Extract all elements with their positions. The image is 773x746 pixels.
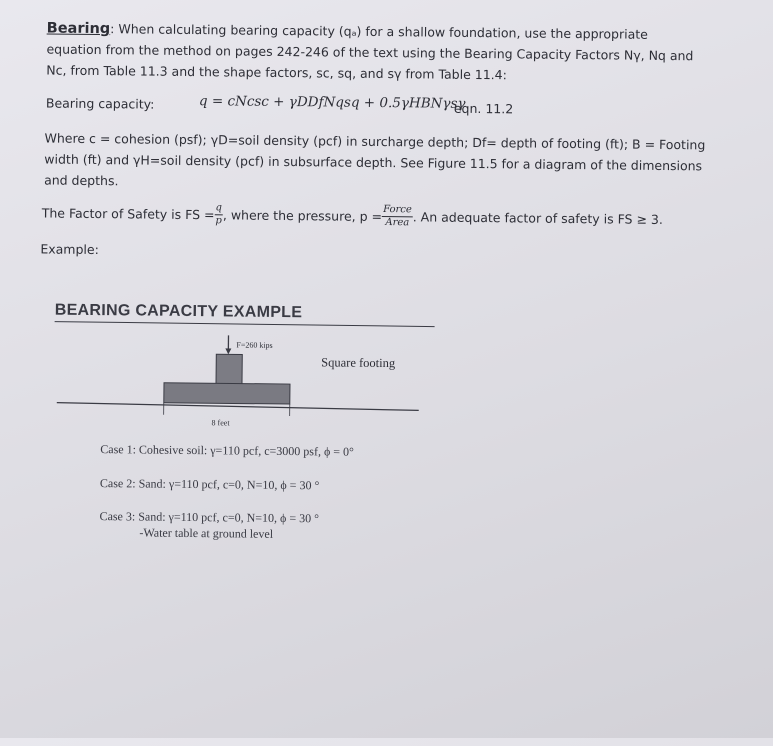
intro-line-3: Nc, from Table 11.3 and the shape factors, sc, sq, and sγ from Table 11.4:	[46, 59, 507, 85]
column	[216, 354, 242, 384]
example-label: Example:	[40, 238, 99, 260]
fs-text-after: . An adequate factor of safety is FS ≥ 3.	[413, 206, 663, 230]
footing-label: Square footing	[321, 355, 395, 371]
width-label: 8 feet	[212, 418, 230, 427]
fs-denominator: p	[215, 215, 222, 227]
capacity-label: Bearing capacity:	[46, 92, 155, 114]
footing-slab	[164, 383, 290, 404]
case-2: Case 2: Sand: γ=110 pcf, c=0, N=10, ϕ = 30 °	[100, 476, 320, 493]
case-3: Case 3: Sand: γ=110 pcf, c=0, N=10, ϕ = 30 °	[100, 509, 320, 526]
case-1: Case 1: Cohesive soil: γ=110 pcf, c=3000 psf, ϕ = 0°	[100, 442, 354, 460]
intro-line-1-text: : When calculating bearing capacity (qₐ) for a shallow foundation, use the appropriate	[110, 21, 648, 42]
pressure-denominator: Area	[385, 217, 409, 229]
definitions-line-1: Where c = cohesion (psf); γD=soil density (pcf) in surcharge depth; Df= depth of footing (ft); B = Footing	[44, 127, 705, 155]
fs-numerator: q	[215, 202, 224, 215]
load-arrow-head	[225, 348, 231, 354]
fs-text-before: The Factor of Safety is FS =	[42, 202, 215, 225]
bearing-heading: Bearing	[47, 20, 111, 37]
fs-text-mid: , where the pressure, p =	[223, 204, 382, 227]
pressure-numerator: Force	[382, 204, 413, 217]
capacity-equation: q = cNcsc + γDDfNqsq + 0.5γHBNγsγ	[199, 93, 466, 112]
title-underline	[55, 322, 435, 327]
definitions-line-3: and depths.	[44, 169, 119, 191]
example-title: BEARING CAPACITY EXAMPLE	[55, 302, 303, 323]
equation-reference: eqn. 11.2	[454, 98, 514, 120]
intro-line-2: equation from the method on pages 242-246 of the text using the Bearing Capacity Factors Nγ, Nq and	[46, 38, 693, 66]
definitions-line-2: width (ft) and γH=soil density (pcf) in subsurface depth. See Figure 11.5 for a diagram of the dimensions	[44, 148, 702, 176]
load-label: F=260 kips	[236, 340, 272, 349]
case-3-note: -Water table at ground level	[139, 525, 273, 541]
